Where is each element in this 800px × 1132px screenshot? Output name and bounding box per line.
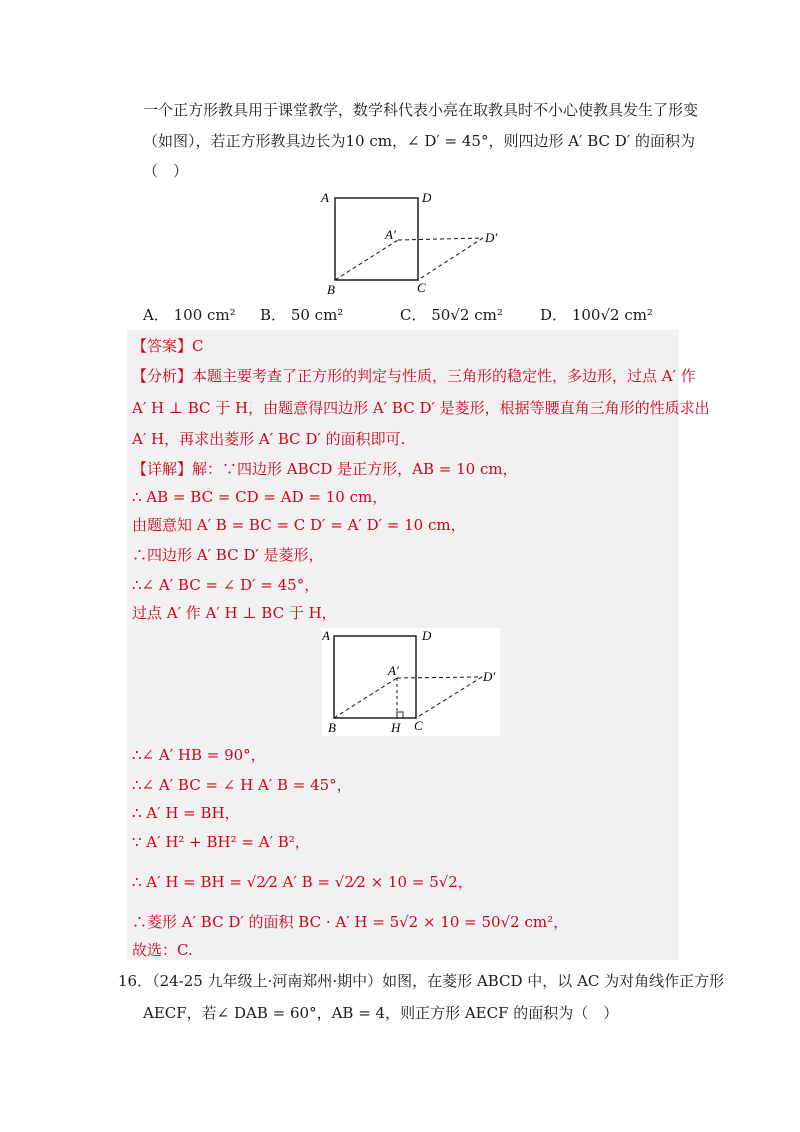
fig2-label-a: A: [322, 628, 330, 643]
detail-line-3: 由题意知 A′ B = BC = C D′ = A′ D′ = 10 cm，: [132, 516, 466, 534]
option-b[interactable]: B． 50 cm²: [260, 306, 344, 324]
figure-1-deformed-square: [315, 185, 515, 297]
detail-line-2: ∴ AB = BC = CD = AD = 10 cm，: [132, 488, 388, 506]
detail-line-1: 【详解】解：∵四边形 ABCD 是正方形，AB = 10 cm，: [132, 460, 518, 478]
fig2-label-d-prime: D′: [483, 669, 496, 684]
question-line-1: 一个正方形教具用于课堂教学，数学科代表小亮在取教具时不小心使教具发生了形变: [143, 101, 699, 119]
step-line-5: ∴ A′ H = BH = √2⁄2 A′ B = √2⁄2 × 10 = 5√2，: [132, 873, 473, 891]
next-question-line-1: 16．（24-25 九年级上·河南郑州·期中）如图，在菱形 ABCD 中，以 AC 为对角线作正方形: [118, 972, 725, 990]
analysis-line-2: A′ H ⊥ BC 于 H，由题意得四边形 A′ BC D′ 是菱形，根据等腰直角三角形的性质求出: [132, 399, 710, 417]
step-line-1: ∴∠ A′ HB = 90°，: [132, 746, 266, 764]
figure-2-rhombus-with-height: [322, 628, 500, 736]
fig1-label-d: D: [422, 190, 432, 205]
question-line-3: （ ）: [143, 162, 189, 180]
question-line-2: （如图），若正方形教具边长为10 cm，∠ D′ = 45°，则四边形 A′ BC D′ 的面积为: [143, 132, 695, 150]
fig2-label-a-prime: A′: [388, 663, 399, 678]
fig2-label-d: D: [422, 628, 432, 643]
fig2-label-b: B: [328, 720, 336, 735]
step-line-6: ∴菱形 A′ BC D′ 的面积 BC · A′ H = 5√2 × 10 = 50√2 cm²，: [132, 913, 569, 931]
fig1-label-b: B: [327, 282, 335, 297]
fig2-label-c: C: [414, 718, 423, 733]
next-question-line-2: AECF，若∠ DAB = 60°，AB = 4，则正方形 AECF 的面积为（ ）: [143, 1004, 619, 1022]
detail-line-4: ∴四边形 A′ BC D′ 是菱形，: [132, 546, 324, 564]
fig1-label-a: A: [321, 190, 329, 205]
option-a[interactable]: A． 100 cm²: [143, 306, 236, 324]
fig1-label-a-prime: A′: [385, 227, 396, 242]
fig2-label-h: H: [391, 720, 401, 735]
step-line-2: ∴∠ A′ BC = ∠ H A′ B = 45°，: [132, 776, 352, 794]
step-line-3: ∴ A′ H = BH，: [132, 804, 240, 822]
fig1-label-c: C: [417, 280, 426, 295]
step-line-4: ∵ A′ H² + BH² = A′ B²，: [132, 833, 310, 851]
detail-line-6: 过点 A′ 作 A′ H ⊥ BC 于 H，: [132, 604, 337, 622]
final-line: 故选：C.: [132, 941, 193, 959]
analysis-line-1: 【分析】本题主要考查了正方形的判定与性质，三角形的稳定性，多边形，过点 A′ 作: [132, 367, 696, 385]
option-c[interactable]: C． 50√2 cm²: [400, 306, 503, 324]
fig1-label-d-prime: D′: [485, 230, 498, 245]
answer-line: 【答案】C: [132, 337, 204, 355]
detail-line-5: ∴∠ A′ BC = ∠ D′ = 45°，: [132, 576, 320, 594]
analysis-line-3: A′ H，再求出菱形 A′ BC D′ 的面积即可.: [132, 430, 406, 448]
option-d[interactable]: D． 100√2 cm²: [540, 306, 653, 324]
